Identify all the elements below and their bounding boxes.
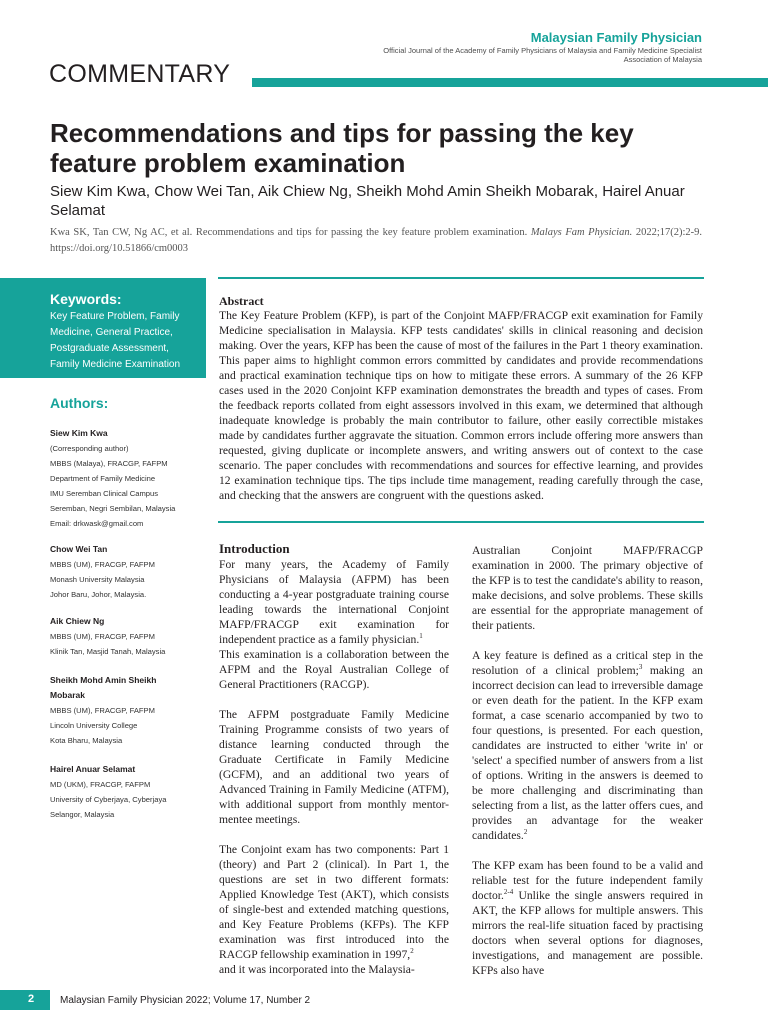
- author-entry: [50, 426, 210, 531]
- affiliation-line: Klinik Tan, Masjid Tanah, Malaysia: [50, 647, 166, 656]
- body-column-right: [472, 543, 703, 993]
- reference-mark: 2: [523, 828, 528, 837]
- affiliation-line: MD (UKM), FRACGP, FAFPM: [50, 780, 151, 789]
- citation-tail: 2022;17(2):2-9. https://doi.org/10.51866/cm0003: [50, 227, 703, 254]
- abstract-heading: Abstract: [219, 294, 264, 308]
- affiliation-line: Selangor, Malaysia: [50, 810, 115, 819]
- author-name: Hairel Anuar Selamat: [50, 764, 136, 774]
- affiliation-line: Seremban, Negri Sembilan, Malaysia: [50, 504, 176, 513]
- paragraph: The Conjoint exam has two components: Part 1 (theory) and Part 2 (clinical). In Part 1, the questions are set in two different formats: Applied Knowledge Test (AKT), which consists of single-best and extended matching questions, and Key Feature Problems (KFPs). The KFP examination was first introduced into the RACGP fellowship examination in 1997,$^2$: [219, 843, 449, 961]
- keywords-text: Key Feature Problem, Family Medicine, General Practice, Postgraduate Assessment, Family Medicine Examination: [50, 311, 181, 370]
- paragraph: The AFPM postgraduate Family Medicine Training Programme consists of two years of distance learning conducted through the Graduate Certificate in Family Medicine (GCFM), and an additional two years of Advanced Training in Family Medicine (ATFM), with additional support from monthly mentor-mentee meetings.: [219, 708, 449, 826]
- introduction-heading: Introduction: [219, 541, 290, 556]
- paragraph: For many years, the Academy of Family Physicians of Malaysia (AFPM) has been conducting a 4-year postgraduate training course leading towards the international Conjoint MAFP/FRACGP exit examination for independent practice as a family physician.$^1$: [219, 558, 449, 646]
- affiliation-line: University of Cyberjaya, Cyberjaya: [50, 795, 167, 804]
- page-number: 2: [28, 993, 35, 1005]
- author-entry: [50, 614, 210, 659]
- reference-mark: 2-4: [503, 888, 514, 897]
- affiliation-line: MBBS (Malaya), FRACGP, FAFPM: [50, 459, 168, 468]
- body-column-left: [219, 541, 449, 992]
- affiliation-line: MBBS (UM), FRACGP, FAFPM: [50, 560, 155, 569]
- paragraph: This examination is a collaboration between the AFPM and the Royal Australian College of General Practitioners (RACGP).: [219, 648, 449, 691]
- author-entry: [50, 542, 210, 602]
- author-entry: [50, 673, 190, 748]
- paragraph: A key feature is defined as a critical step in the resolution of a clinical problem;$^3$ making an incorrect decision can lead to irreversible damage or even death for the patient. In the KFP exam format, a case scenario accompanied by two to four questions, is presented. For each question, candidates are instructed to either 'write in' or 'select' a specified number of answers from a list of options. Writing in the answers is deemed to be more challenging and discriminating than selecting from a list, as the latter offers cues, and provides an advantage for the weaker candidates.$^2$: [472, 649, 703, 842]
- email-line: Email: drkwask@gmail.com: [50, 519, 144, 528]
- reference-mark: 2: [410, 947, 414, 956]
- page-number-box: [0, 990, 50, 1010]
- affiliation-line: (Corresponding author): [50, 444, 129, 453]
- section-bar: [252, 78, 768, 87]
- citation: [50, 225, 702, 257]
- citation-journal: Malays Fam Physician.: [530, 227, 633, 238]
- abstract-text: The Key Feature Problem (KFP), is part of the Conjoint MAFP/FRACGP exit examination for Family Medicine specialisation in Malaysia. KFP tests candidates' skills in clinical reasoning and decision making. Over the years, KFP has been the cause of most of the failures in the Part 1 theory examination. This paper aims to highlight common errors committed by candidates and provide recommendations and practical examination technique tips on how to mitigate these errors. A summary of the 26 KFP cases used in the 2020 Conjoint KFP examination demonstrates the breadth and types of cases. From the feedback reports collated from eight assessors involved in this exam, we determined that although inadequate knowledge is probably the main contributor to failure, other easily correctible mistakes made by candidates further aggravate the situation. Common errors include offering more answers than requested, giving duplicate or incomplete answers, and writing answers out of context to the case scenario. The paper concludes with recommendations and sources for effective learning, and provides 12 examination technique tips. The tips include time management, reading carefully through the case, and checking that the answers are congruent with the questions asked.: [219, 309, 703, 502]
- affiliation-line: IMU Seremban Clinical Campus: [50, 489, 159, 498]
- author-name: Sheikh Mohd Amin Sheikh Mobarak: [50, 675, 157, 700]
- affiliation-line: MBBS (UM), FRACGP, FAFPM: [50, 632, 155, 641]
- journal-subtitle: Official Journal of the Academy of Family Physicians of Malaysia and Family Medicine Specialist Association of Malaysia: [383, 46, 702, 64]
- footer-journal-info: Malaysian Family Physician 2022; Volume 17, Number 2: [60, 995, 311, 1006]
- affiliation-line: Lincoln University College: [50, 721, 138, 730]
- affiliation-line: MBBS (UM), FRACGP, FAFPM: [50, 706, 155, 715]
- citation-main: Kwa SK, Tan CW, Ng AC, et al. Recommendations and tips for passing the key feature problem examination.: [50, 227, 531, 238]
- keywords-heading: Keywords:: [50, 291, 122, 307]
- affiliation-line: Kota Bharu, Malaysia: [50, 736, 123, 745]
- author-entry: [50, 762, 210, 822]
- author-name: Aik Chiew Ng: [50, 616, 105, 626]
- affiliation-line: Johor Baru, Johor, Malaysia.: [50, 590, 147, 599]
- reference-mark: 1: [419, 632, 423, 641]
- article-title: Recommendations and tips for passing the key feature problem examination: [50, 118, 634, 178]
- paragraph: The KFP exam has been found to be a valid and reliable test for the future independent family doctor.$^{2-4}$ Unlike the single answers required in AKT, the KFP allows for multiple answers. This mirrors the real-life situation faced by practising doctors when several options for diagnoses, investigations, and management are possible. KFPs also have: [472, 859, 703, 977]
- author-name: Chow Wei Tan: [50, 544, 108, 554]
- reference-mark: 3: [638, 663, 643, 672]
- section-label: COMMENTARY: [49, 60, 231, 88]
- author-list: Siew Kim Kwa, Chow Wei Tan, Aik Chiew Ng, Sheikh Mohd Amin Sheikh Mobarak, Hairel Anuar Selamat: [50, 183, 685, 219]
- paragraph: Australian Conjoint MAFP/FRACGP examination in 2000. The primary objective of the KFP is to test the candidate's ability to reason, make decisions, and solve problems. These skills are essential for the appropriate management of their patients.: [472, 544, 703, 632]
- divider-bottom: [218, 521, 704, 523]
- affiliation-line: Department of Family Medicine: [50, 474, 156, 483]
- author-name: Siew Kim Kwa: [50, 428, 108, 438]
- journal-name: Malaysian Family Physician: [530, 30, 702, 45]
- divider-top: [218, 277, 704, 279]
- authors-heading: Authors:: [50, 395, 109, 411]
- paragraph: and it was incorporated into the Malaysia-: [219, 963, 415, 976]
- affiliation-line: Monash University Malaysia: [50, 575, 145, 584]
